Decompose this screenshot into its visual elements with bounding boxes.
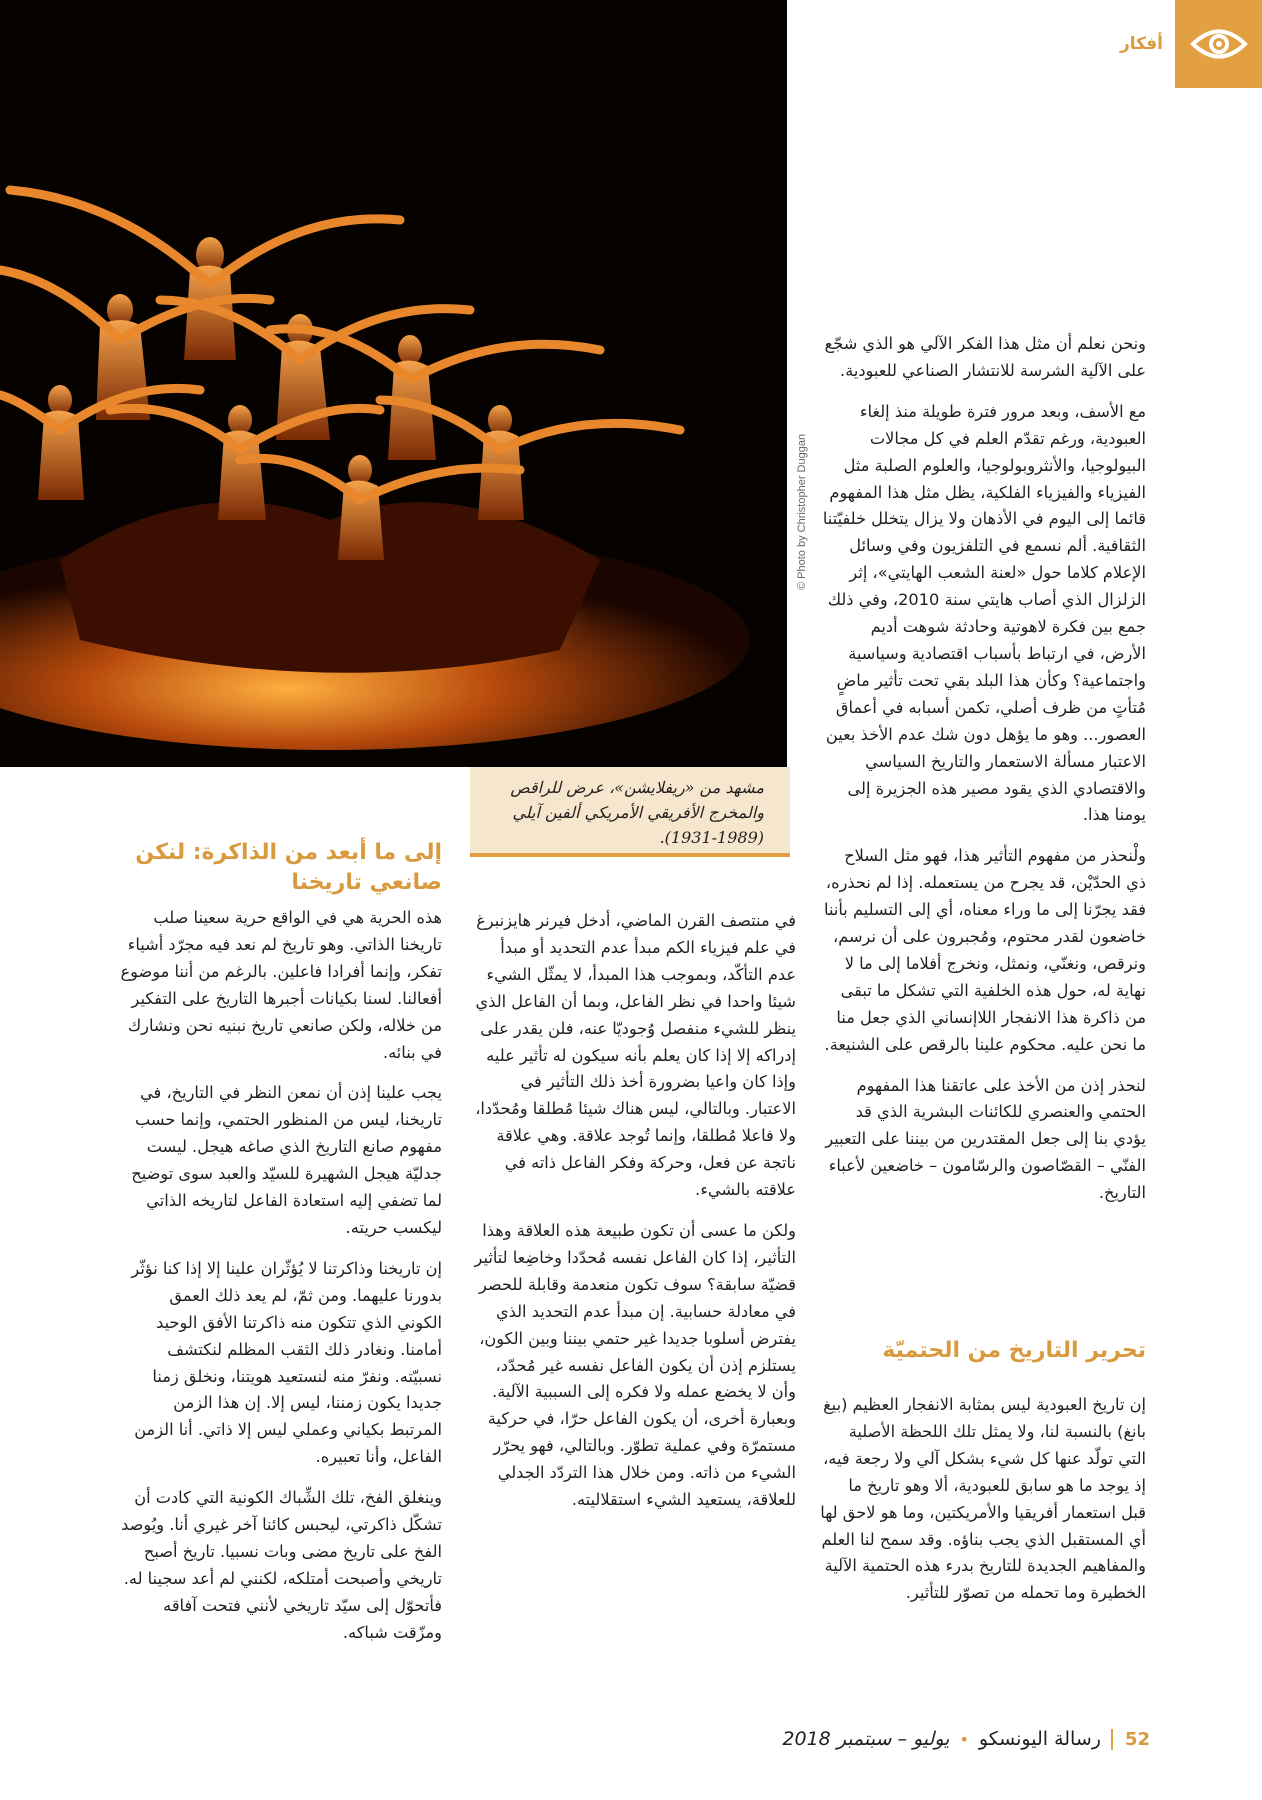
paragraph: لنحذر إذن من الأخذ على عاتقنا هذا المفهوم الحتمي والعنصري للكائنات البشرية الذي قد يؤدي بنا إلى جعل المقتدرين من بيننا على التعبير الفنّي – القصّاصون والرسّامون – خاضعين لأعباء التاريخ. xyxy=(825,1075,1146,1203)
paragraph: يجب علينا إذن أن نمعن النظر في التاريخ، في تاريخنا، ليس من المنظور الحتمي، وإنما حسب مفهوم صانع التاريخ الذي صاغه هيجل. ليست جدليّة هيجل الشهيرة للسيّد والعبد سوى توضيح لما تضفي إليه استعادة الفاعل لتاريخه الذاتي ليكسب حريته. xyxy=(131,1083,442,1237)
paragraph: ونحن نعلم أن مثل هذا الفكر الآلي هو الذي شجّع على الآلية الشرسة للانتشار الصناعي للعبودية. xyxy=(824,334,1146,380)
article-column-left xyxy=(120,905,442,1661)
section-label: أفكار xyxy=(1119,34,1163,54)
section-tab xyxy=(1175,0,1262,88)
photo-credit: © Photo by Christopher Duggan xyxy=(796,433,808,590)
page-number: 52 xyxy=(1111,1729,1150,1750)
issue-date: يوليو – سبتمبر 2018 xyxy=(782,1728,950,1750)
paragraph: وينغلق الفخ، تلك الشِّباك الكونية التي كادت أن تشكّل ذاكرتي، ليحبس كائنا آخر غيري أنا. ويُوصد الفخ على تاريخ مضى وبات نسبيا. تاريخ أصبح تاريخي وأصبحت أمتلكه، لكنني لم أعد سجينا له. فأتحوّل إلى سيّد تاريخي لأنني فتحت آفاقه ومزّقت شباكه. xyxy=(121,1488,442,1642)
paragraph: إن تاريخنا وذاكرتنا لا يُؤثّران علينا إلا إذا كنا نؤثّر بدورنا عليهما. ومن ثمّ، لم يعد ذلك العمق الكوني الذي تتكون منه ذاكرتنا الأفق الوحيد أمامنا. ونغادر ذلك الثقب المظلم لنكتشف نسبيّته. ونفرّ منه لنستعيد هويتنا، ونخلق زمنا جديدا يكون زمننا، ليس إلا. إن هذا الزمن المرتبط بكياني وعملي ليس إلا ذاتي. أنا الزمن الفاعل، وأنا تعبيره. xyxy=(131,1258,442,1467)
article-column-right-lower xyxy=(820,1392,1146,1621)
paragraph: ولكن ما عسى أن تكون طبيعة هذه العلاقة وهذا التأثير، إذا كان الفاعل نفسه مُحدّدا وخاضِعا لتأثير قضيّة سابقة؟ سوف تكون منعدمة وقابلة للحصر في معادلة حسابية. إن مبدأ عدم التحديد الذي يفترض أسلوبا جديدا غير حتمي بيننا وبين الكون، يستلزم إذن أن يكون الفاعل نفسه غير مُحدّد، وأن لا يخضع عمله ولا فكره إلى السببية الآلية. وبعبارة أخرى، أن يكون الفاعل حرّا، في حركية مستمرّة وفي عملية تطوّر. وبالتالي، فهو يحرّر الشيء من ذاته. ومن خلال هذا التردّد الجدلي للعلاقة، يستعيد الشيء استقلاليته. xyxy=(474,1220,796,1510)
article-column-right xyxy=(820,331,1146,1221)
article-column-middle xyxy=(470,908,796,1528)
publication-name: رسالة اليونسكو xyxy=(978,1728,1101,1750)
paragraph: هذه الحرية هي في الواقع حرية سعينا صلب تاريخنا الذاتي. وهو تاريخ لم نعد فيه مجرّد أشياء تفكر، وإنما أفرادا فاعلين. بالرغم من أننا موضوع أفعالنا. لسنا بكيانات أجبرها التاريخ على التفكير من خلاله، ولكن صانعي تاريخ نبنيه نحن ونشارك في بنائه. xyxy=(120,908,442,1062)
section-heading-beyond-memory: إلى ما أبعد من الذاكرة: لنكن صانعي تاريخنا xyxy=(135,840,442,895)
paragraph: مع الأسف، وبعد مرور فترة طويلة منذ إلغاء العبودية، ورغم تقدّم العلم في كل مجالات البيولوجيا، والأنثروبولوجيا، والعلوم الصلبة مثل الفيزياء والفيزياء الفلكية، يظل مثل هذا المفهوم قائما إلى اليوم في الأذهان ولا يزال يتخلل خلفيّتنا الثقافية. ألم نسمع في التلفزيون وفي وسائل الإعلام كلاما حول «لعنة الشعب الهايتي»، إثر الزلزال الذي أصاب هايتي سنة 2010، وفي ذلك جمع بين فكرة لاهوتية وحادثة شوهت أديم الأرض، في ارتباط بأسباب اقتصادية وسياسية واجتماعية؟ وكأن هذا البلد بقي تحت تأثير ماضٍ مُتأتٍ من ظرف أصلي، تكمن أسبابه في أعماق العصور... وهو ما يؤهل دون شك عدم الأخذ بعين الاعتبار مسألة الاستعمار والتاريخ السياسي والاقتصادي الذي يقود مصير هذه الجزيرة إلى يومنا هذا. xyxy=(822,401,1146,825)
paragraph: في منتصف القرن الماضي، أدخل فيرنر هايزنبرغ في علم فيزياء الكم مبدأ عدم التحديد أو مبدأ عدم التأكّد، وبموجب هذا المبدأ، لا يمثّل الشيء شيئا واحدا في نظر الفاعل، وبما أن الفاعل الذي ينظر للشيء منفصل وُجوديّا عنه، فلن يقدر على إدراكه إلا إذا كان يعلم بأنه سيكون له تأثير عليه وإذا كان واعيا بضرورة أخذ ذلك التأثير في الاعتبار. وبالتالي، ليس هناك شيئا مُطلقا ومُحدّدا، ولا فاعلا مُطلقا، وإنما تُوجد علاقة. وهي علاقة ناتجة عن فعل، وحركة وفكر الفاعل ذاته في علاقته بالشيء. xyxy=(475,911,796,1200)
footer-separator: • xyxy=(959,1729,969,1749)
photo-caption: مشهد من «ريفلايشن»، عرض للراقص والمخرج الأفريقي الأمريكي ألفين آيلي (1989-1931). xyxy=(470,767,790,857)
section-heading-freeing-history: تحرير التاريخ من الحتميّة xyxy=(882,1338,1146,1363)
paragraph: إن تاريخ العبودية ليس بمثابة الانفجار العظيم (بيغ بانغ) بالنسبة لنا، ولا يمثل تلك اللحظة الأصلية التي تولّد عنها كل شيء بشكل آلي ولا رجعة فيه، إذ يوجد ما هو سابق للعبودية، ألا وهو تاريخ ما قبل استعمار أفريقيا والأمريكتين، وما هو لاحق لها أي المستقبل الذي يجب بناؤه. وقد سمح لنا العلم والمفاهيم الجديدة للتاريخ بدرء هذه الحتمية الآلية الخطيرة وما تحمله من تصوّر للتأثير. xyxy=(820,1395,1146,1603)
dancers-photo xyxy=(0,0,787,767)
eye-icon xyxy=(1190,27,1248,61)
paragraph: ولْنحذر من مفهوم التأثير هذا، فهو مثل السلاح ذي الحدّيْن، قد يجرح من يستعمله. إذا لم نحذره، فقد يجرّنا إلى ما وراء معناه، أي إلى التسليم بأننا خاضعون لقدر محتوم، ومُجبرون على أن نرسم، ونرقص، ونغنّي، ونمثل، ونخرج أفلاما إلى ما لا نهاية له، حول هذه الخلفية التي تشكل ما تبقى من ذاكرة هذا الانفجار اللاإنساني الذي جعل منا ما نحن عليه. محكوم علينا بالرقص على الشنيعة. xyxy=(824,846,1146,1054)
dancers-photo-illustration xyxy=(0,0,787,767)
page-footer xyxy=(700,1722,1150,1756)
